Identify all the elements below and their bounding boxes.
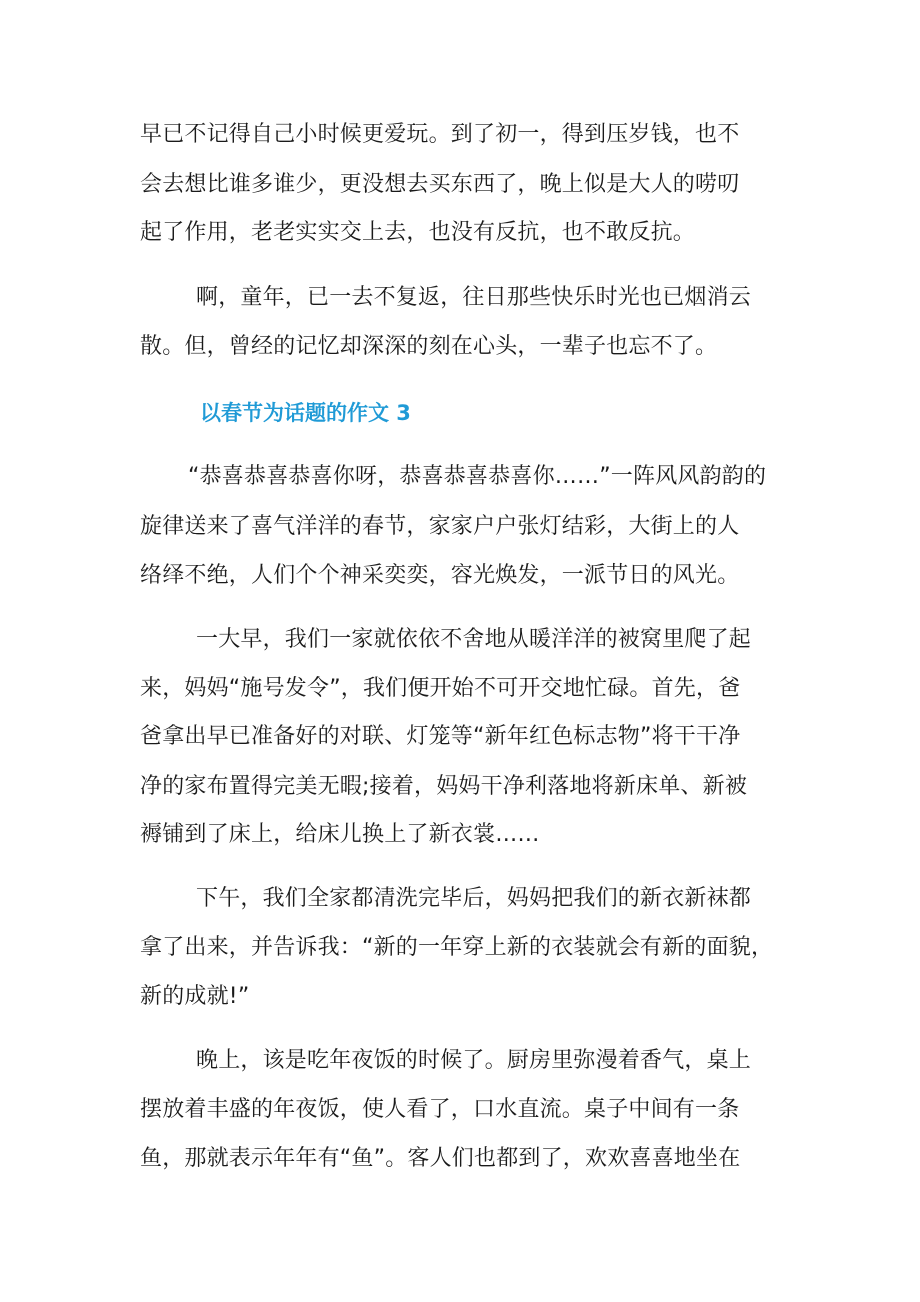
paragraph-6-line-1: 晚上，该是吃年夜饭的时候了。厨房里弥漫着香气，桌上: [196, 1048, 752, 1073]
paragraph-2-line-2: 散。但，曾经的记忆却深深的刻在心头，一辈子也忘不了。: [140, 334, 718, 359]
paragraph-3-line-3: 络绎不绝，人们个个神采奕奕，容光焕发，一派节日的风光。: [140, 563, 740, 588]
paragraph-5-line-3: 新的成就!”: [140, 984, 250, 1009]
paragraph-4-line-3: 爸拿出早已准备好的对联、灯笼等“新年红色标志物”将干干净: [140, 724, 741, 749]
paragraph-5-line-2: 拿了出来，并告诉我：“新的一年穿上新的衣装就会有新的面貌，: [140, 935, 774, 960]
paragraph-6-line-2: 摆放着丰盛的年夜饭，使人看了，口水直流。桌子中间有一条: [140, 1097, 740, 1122]
paragraph-1-line-1: 早已不记得自己小时候更爱玩。到了初一，得到压岁钱，也不: [140, 122, 740, 147]
paragraph-4-line-4: 净的家布置得完美无暇;接着，妈妈干净利落地将新床单、新被: [140, 774, 748, 799]
section-heading: 以春节为话题的作文 3: [200, 401, 411, 425]
paragraph-6-line-3: 鱼，那就表示年年有“鱼”。客人们也都到了，欢欢喜喜地坐在: [140, 1146, 741, 1171]
paragraph-4-line-2: 来，妈妈“施号发令”，我们便开始不可开交地忙碌。首先，爸: [140, 676, 741, 701]
paragraph-4-line-5: 褥铺到了床上，给床儿换上了新衣裳……: [140, 822, 540, 847]
paragraph-4-line-1: 一大早，我们一家就依依不舍地从暖洋洋的被窝里爬了起: [196, 627, 752, 652]
paragraph-3-line-2: 旋律送来了喜气洋洋的春节，家家户户张灯结彩，大街上的人: [140, 514, 740, 539]
paragraph-1-line-2: 会去想比谁多谁少，更没想去买东西了，晚上似是大人的唠叨: [140, 172, 740, 197]
paragraph-3-line-1: “恭喜恭喜恭喜你呀，恭喜恭喜恭喜你……”一阵风风韵韵的: [188, 464, 767, 489]
paragraph-1-line-3: 起了作用，老老实实交上去，也没有反抗，也不敢反抗。: [140, 220, 696, 245]
paragraph-5-line-1: 下午，我们全家都清洗完毕后，妈妈把我们的新衣新袜都: [196, 886, 752, 911]
paragraph-2-line-1: 啊，童年，已一去不复返，往日那些快乐时光也已烟消云: [196, 285, 752, 310]
